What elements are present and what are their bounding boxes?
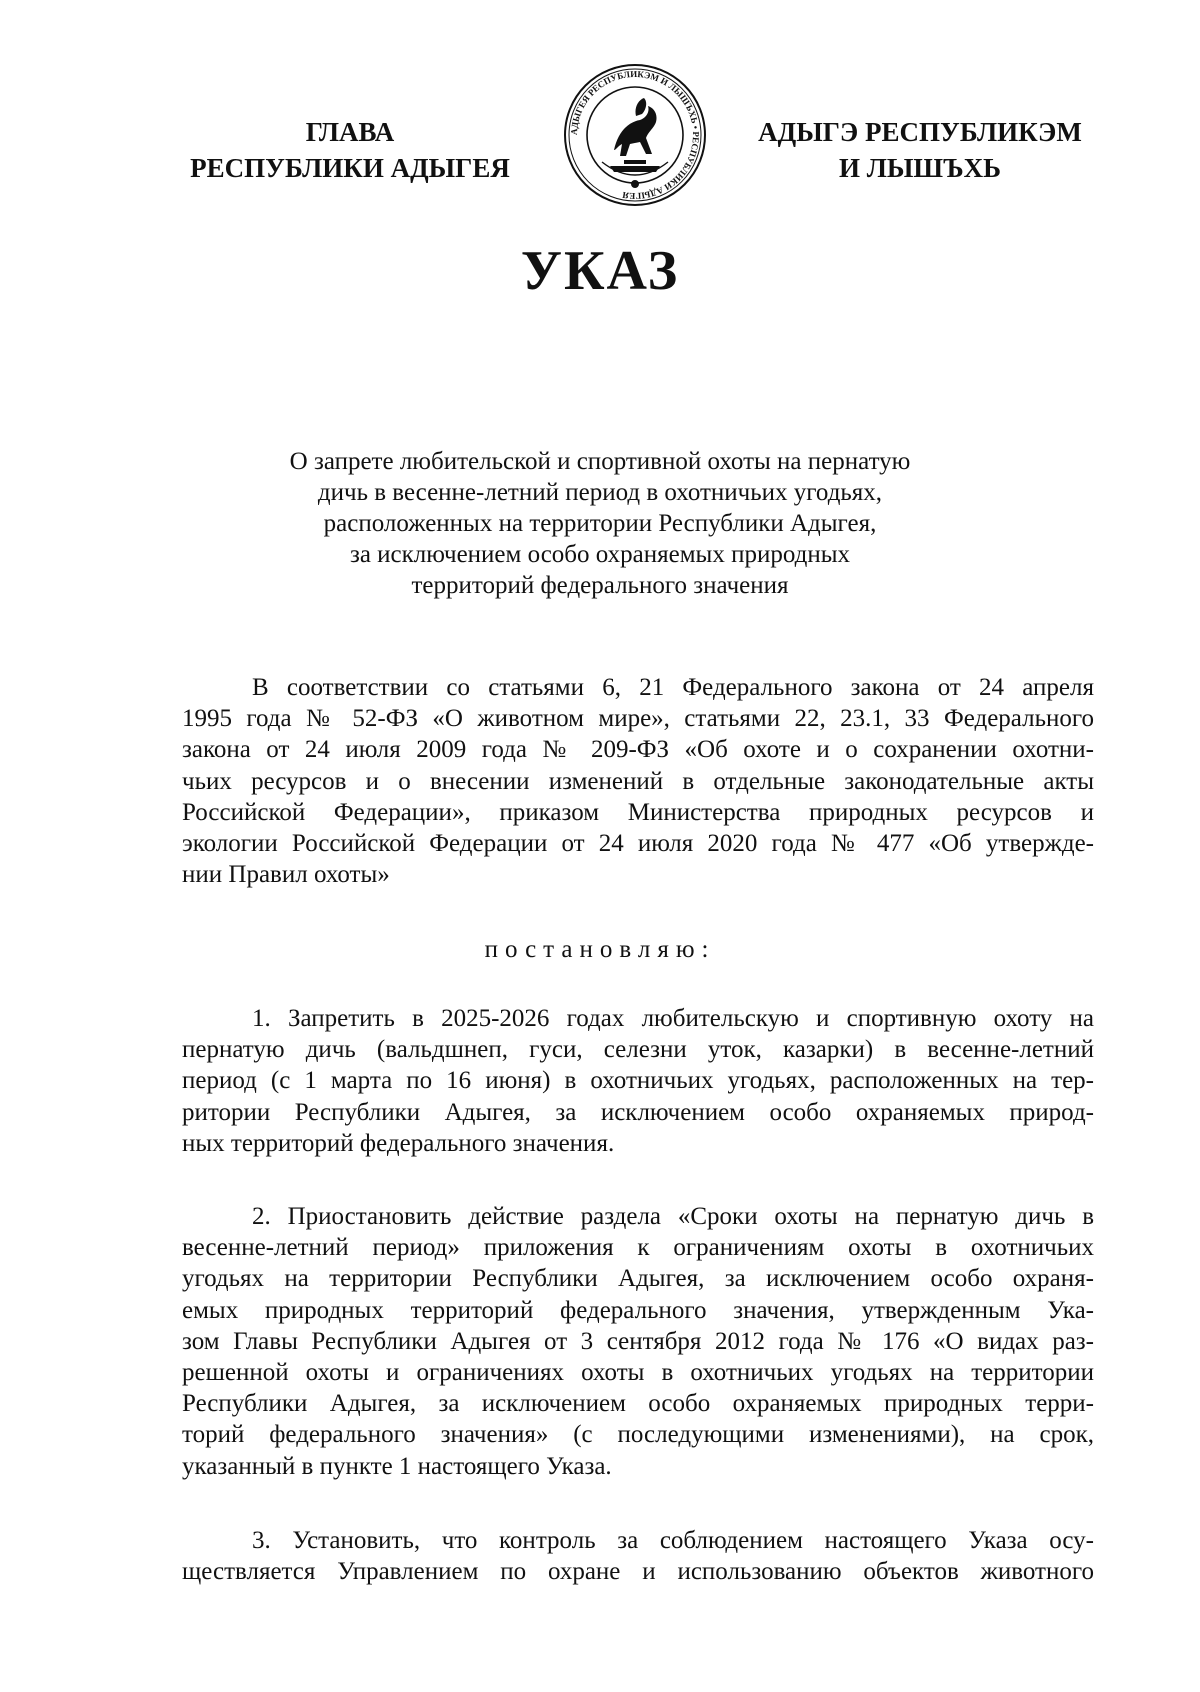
subject-line: территорий федерального значения [411,572,789,599]
decree-title: УКАЗ [520,240,680,302]
preamble-paragraph [182,672,1094,890]
subject-line: дичь в весенне-летний период в охотничьих угодьях, [317,479,883,506]
subject-line: О запрете любительской и спортивной охоты на пернатую [289,448,911,475]
preamble-line: Российской Федерации», приказом Министерства природных ресурсов и [182,798,1094,826]
preamble-line: нии Правил охоты» [182,861,390,889]
header-right [750,114,1090,186]
paragraph-line: ществляется Управлением по охране и использованию объектов животного [182,1558,1094,1586]
decree-subject [240,446,960,601]
republic-seal-icon [562,62,708,208]
paragraph-line: период (с 1 марта по 16 июня) в охотничьих угодьях, расположенных на тер- [182,1067,1094,1095]
subject-line: расположенных на территории Республики Адыгея, [323,510,877,537]
paragraph-line: зом Главы Республики Адыгея от 3 сентября 2012 года № 176 «О видах раз- [182,1327,1094,1355]
header-left [170,114,530,186]
preamble-line: экологии Российской Федерации от 24 июля 2020 года № 477 «Об утвержде- [182,830,1094,858]
header-right-line-1: АДЫГЭ РЕСПУБЛИКЭМ [758,117,1082,147]
header-left-line-2: РЕСПУБЛИКИ АДЫГЕЯ [190,153,510,183]
paragraph-line: емых природных территорий федерального значения, утвержденным Ука- [182,1296,1094,1324]
resolve-heading: постановляю: [484,936,716,963]
header-right-line-2: И ЛЫШЪХЬ [838,153,1002,183]
paragraph-line: решенной охоты и ограничениях охоты в охотничьих угодьях на территории [182,1359,1094,1387]
paragraph-line: ритории Республики Адыгея, за исключением особо охраняемых природ- [182,1098,1094,1126]
paragraph-line: торий федерального значения» (с последующими изменениями), на срок, [182,1421,1094,1449]
seal-text: АДЫГЕЯ РЕСПУБЛИКЭМ И ЛЫШЪХЬ • РЕСПУБЛИКИ АДЫГЕЯ [568,68,702,202]
preamble-line: закона от 24 июля 2009 года № 209-ФЗ «Об охоте и о сохранении охотни- [182,736,1094,764]
paragraph-line: 1. Запретить в 2025-2026 годах любительскую и спортивную охоту на [252,1005,1094,1032]
paragraph-line: Республики Адыгея, за исключением особо охраняемых природных терри- [182,1390,1094,1418]
paragraph-line: 3. Установить, что контроль за соблюдением настоящего Указа осу- [252,1527,1094,1554]
paragraph-line: весенне-летний период» приложения к ограничениям охоты в охотничьих [182,1234,1094,1262]
header-left-line-1: ГЛАВА [305,117,395,147]
subject-line: за исключением особо охраняемых природных [349,541,851,568]
preamble-line: 1995 года № 52-ФЗ «О животном мире», статьями 22, 23.1, 33 Федерального [182,705,1094,733]
paragraph-line: пернатую дичь (вальдшнеп, гуси, селезни уток, казарки) в весенне-летний [182,1036,1094,1064]
paragraph-line: ных территорий федерального значения. [182,1129,615,1157]
paragraph-3 [182,1525,1094,1587]
paragraph-2 [182,1201,1094,1482]
preamble-line: В соответствии со статьями 6, 21 Федерального закона от 24 апреля [252,674,1094,701]
paragraph-1 [182,1003,1094,1159]
paragraph-line: угодьях на территории Республики Адыгея, за исключением особо охраня- [182,1265,1094,1293]
paragraph-line: 2. Приостановить действие раздела «Сроки охоты на пернатую дичь в [252,1203,1094,1230]
preamble-line: чьих ресурсов и о внесении изменений в отдельные законодательные акты [182,767,1094,795]
paragraph-line: указанный в пункте 1 настоящего Указа. [182,1452,612,1480]
